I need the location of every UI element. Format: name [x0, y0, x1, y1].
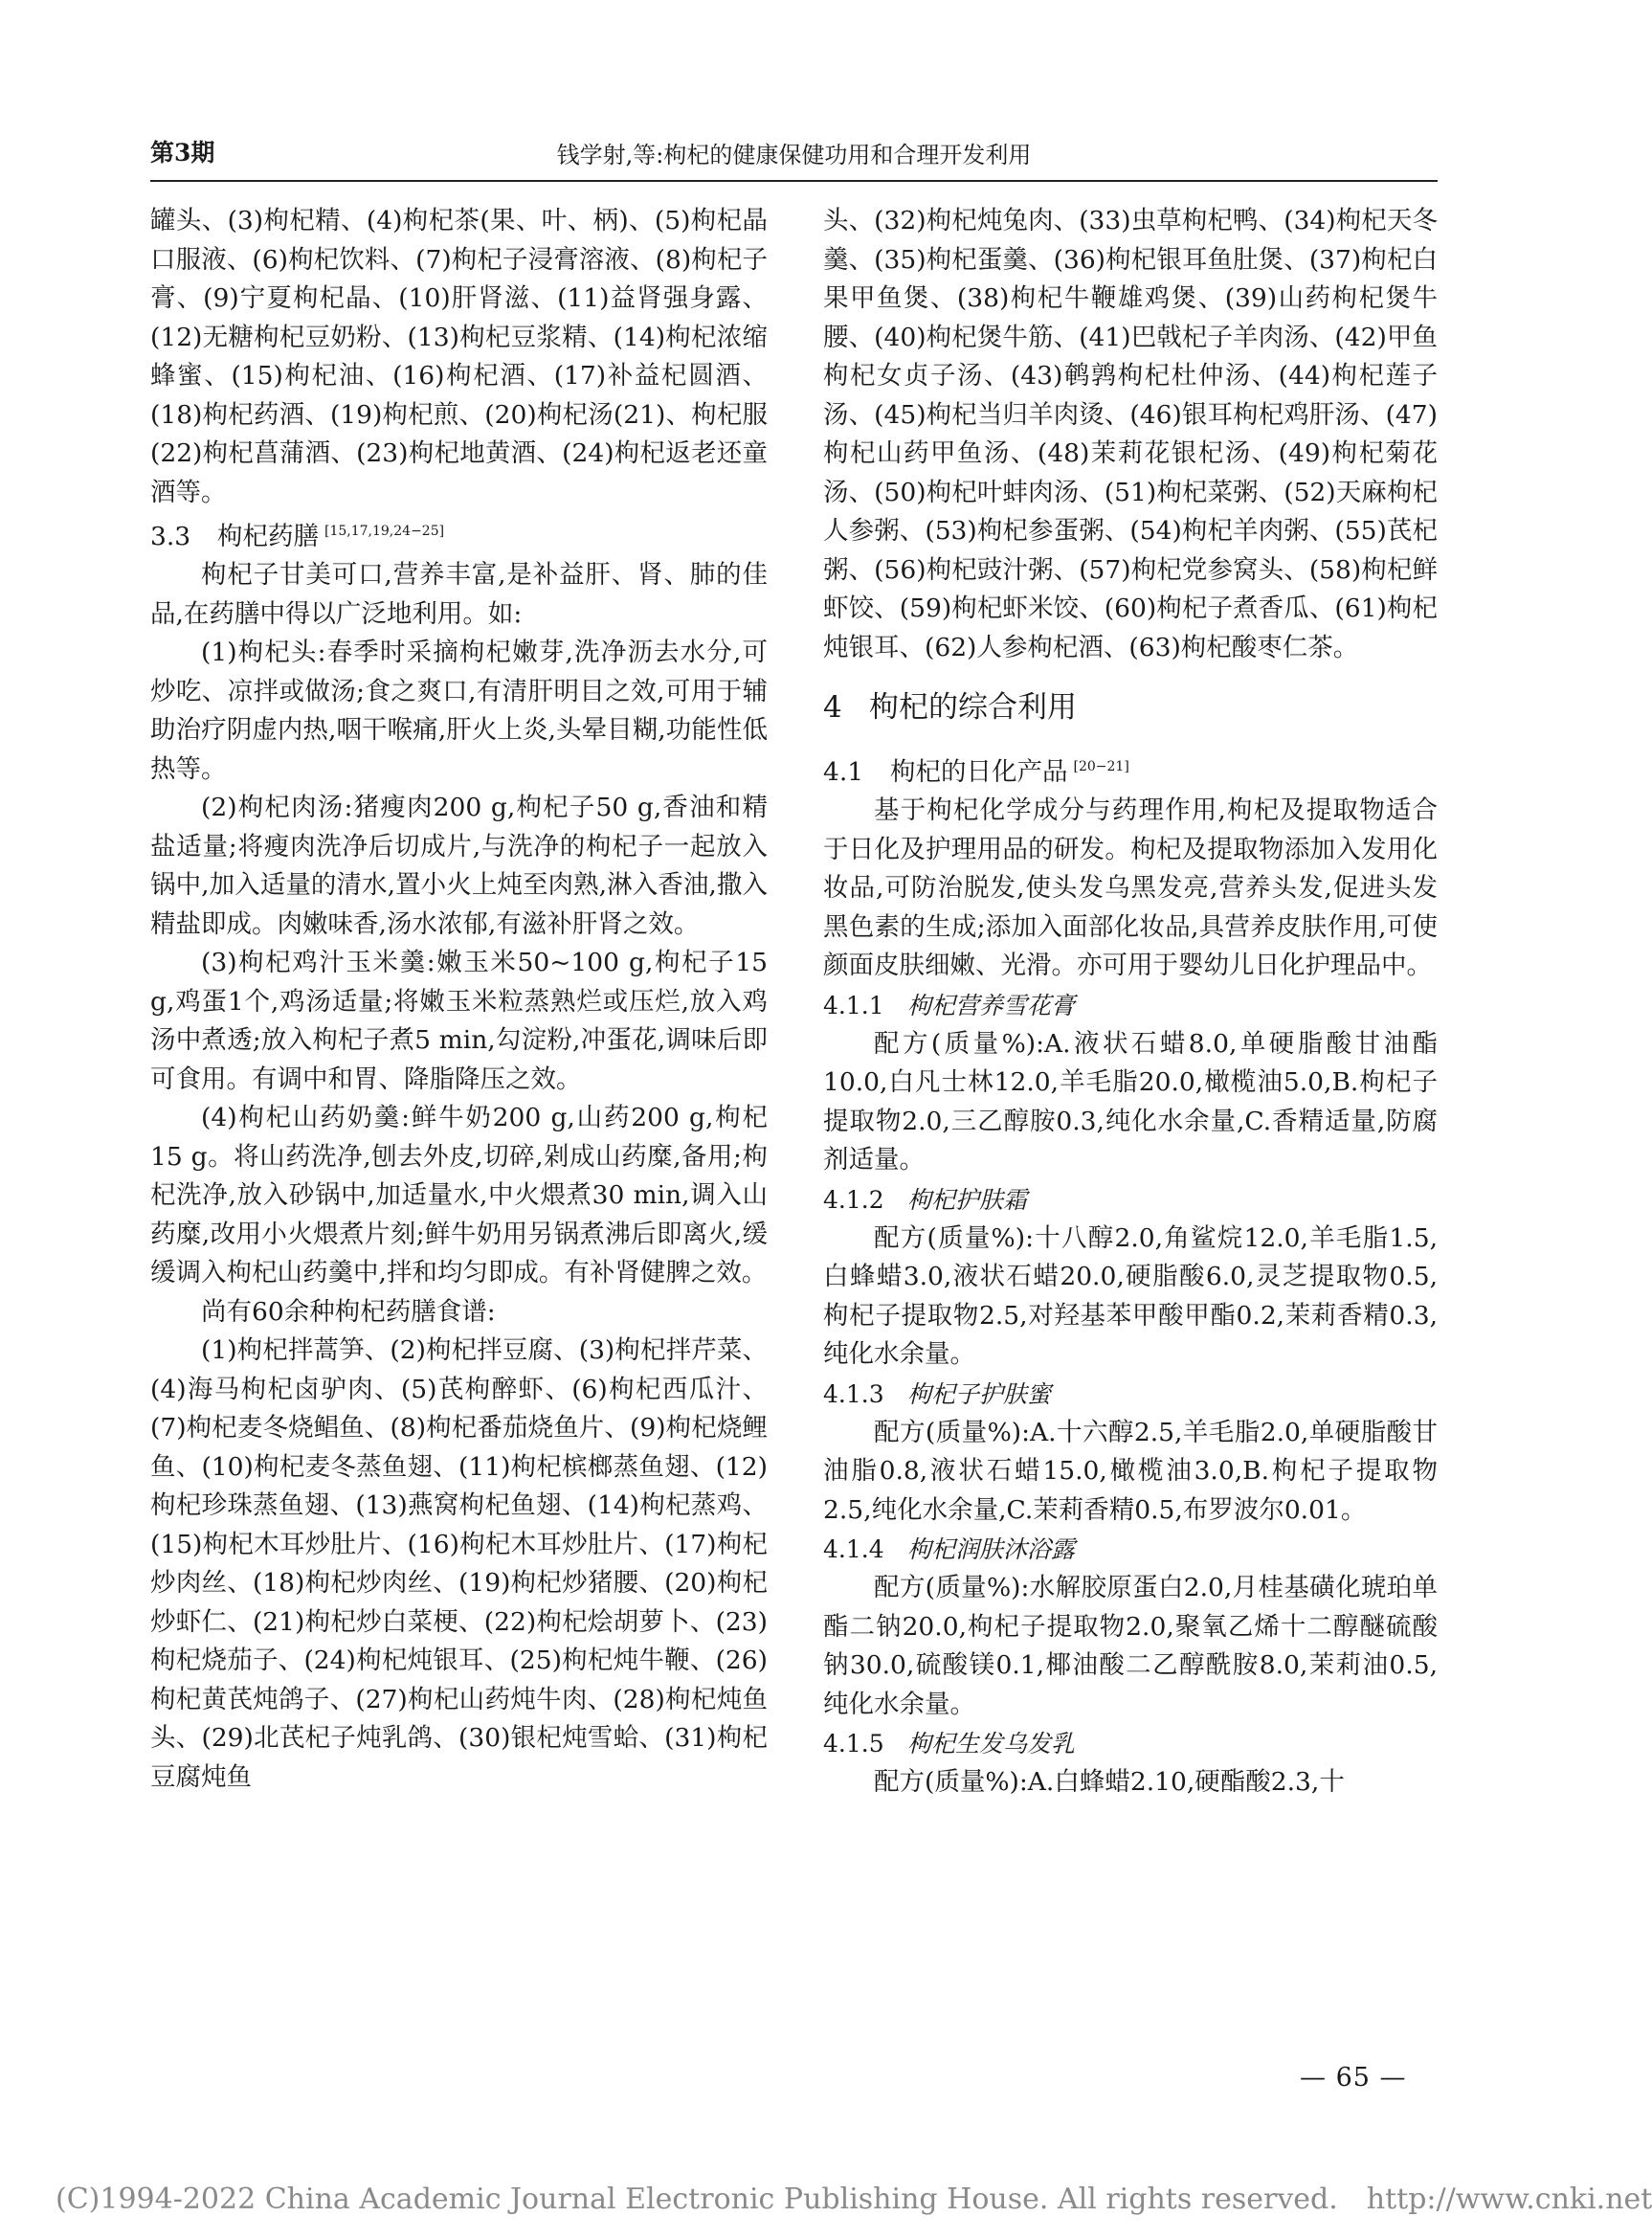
footer-url[interactable]: http://www.cnki.net [1366, 2183, 1652, 2216]
header-rule [150, 180, 1438, 182]
subsection-4-1-5-heading [823, 1724, 1438, 1763]
copyright-text: (C)1994-2022 China Academic Journal Electronic Publishing House. All rights reserved. [56, 2183, 1338, 2216]
subsection-number: 4.1.3 [823, 1379, 884, 1408]
paragraph-formula-4: 配方(质量%):水解胶原蛋白2.0,月桂基磺化琥珀单酯二钠20.0,枸杞子提取物2.0,聚氧乙烯十二醇醚硫酸钠30.0,硫酸镁0.1,椰油酸二乙醇酰胺8.0,茉莉油0.5,纯化水余量。 [823, 1573, 1438, 1719]
subsection-4-1-3-heading [823, 1375, 1438, 1414]
subsection-title: 枸杞润肤沐浴露 [907, 1535, 1076, 1564]
paragraph-products-continued: 罐头、(3)枸杞精、(4)枸杞茶(果、叶、柄)、(5)枸杞晶口服液、(6)枸杞饮料、(7)枸杞子浸膏溶液、(8)枸杞子膏、(9)宁夏枸杞晶、(10)肝肾滋、(11)益肾强身露、(12)无糖枸杞豆奶粉、(13)枸杞豆浆精、(14)枸杞浓缩蜂蜜、(15)枸杞油、(16)枸杞酒、(17)补益杞圆酒、(18)枸杞药酒、(19)枸杞煎、(20)枸杞汤(21)、枸杞服(22)枸杞菖蒲酒、(23)枸杞地黄酒、(24)枸杞返老还童酒等。 [150, 206, 768, 507]
subsection-4-1-2-heading [823, 1180, 1438, 1220]
subsection-4-1-1-heading [823, 986, 1438, 1025]
paragraph-recipe-4: (4)枸杞山药奶羹:鲜牛奶200 g,山药200 g,枸杞15 g。将山药洗净,刨去外皮,切碎,剁成山药糜,备用;枸杞洗净,放入砂锅中,加适量水,中火煨煮30 min,调入山药糜,改用小火煨煮片刻;鲜牛奶用另锅煮沸后即离火,缓缓调入枸杞山药羹中,拌和均匀即成。有补肾健脾之效。 [150, 1103, 768, 1288]
left-column [150, 202, 768, 1797]
citation: [20−21] [1073, 759, 1129, 774]
section-title: 枸杞药膳 [217, 521, 319, 551]
paragraph-recipe-2: (2)枸杞肉汤:猪瘦肉200 g,枸杞子50 g,香油和精盐适量;将瘦肉洗净后切成片,与洗净的枸杞子一起放入锅中,加入适量的清水,置小火上炖至肉熟,淋入香油,撒入精盐即成。肉嫩味香,汤水浓郁,有滋补肝肾之效。 [150, 793, 768, 939]
issue-label: 第3期 [150, 139, 215, 167]
paragraph-recipe-list-continued: 头、(32)枸杞炖兔肉、(33)虫草枸杞鸭、(34)枸杞天冬羹、(35)枸杞蛋羹、(36)枸杞银耳鱼肚煲、(37)枸杞白果甲鱼煲、(38)枸杞牛鞭雄鸡煲、(39)山药枸杞煲牛腰、(40)枸杞煲牛筋、(41)巴戟杞子羊肉汤、(42)甲鱼枸杞女贞子汤、(43)鹌鹑枸杞杜仲汤、(44)枸杞莲子汤、(45)枸杞当归羊肉烫、(46)银耳枸杞鸡肝汤、(47)枸杞山药甲鱼汤、(48)茉莉花银杞汤、(49)枸杞菊花汤、(50)枸杞叶蚌肉汤、(51)枸杞菜粥、(52)天麻枸杞人参粥、(53)枸杞参蛋粥、(54)枸杞羊肉粥、(55)芪杞粥、(56)枸杞豉汁粥、(57)枸杞党参窝头、(58)枸杞鲜虾饺、(59)枸杞虾米饺、(60)枸杞子煮香瓜、(61)枸杞炖银耳、(62)人参枸杞酒、(63)枸杞酸枣仁茶。 [823, 206, 1438, 662]
section-number: 4 [823, 690, 842, 725]
citation: [15,17,19,24−25] [324, 524, 445, 539]
paragraph-cosmetics-intro: 基于枸杞化学成分与药理作用,枸杞及提取物适合于日化及护理用品的研发。枸杞及提取物添加入发用化妆品,可防治脱发,使头发乌黑发亮,营养头发,促进头发黑色素的生成;添加入面部化妆品,具营养皮肤作用,可使颜面皮肤细嫩、光滑。亦可用于婴幼儿日化护理品中。 [823, 795, 1438, 981]
paragraph-intro: 枸杞子甘美可口,营养丰富,是补益肝、肾、肺的佳品,在药膳中得以广泛地利用。如: [150, 560, 768, 629]
page-number: — 65 — [1300, 2063, 1407, 2093]
running-header [150, 134, 1438, 174]
paragraph-recipe-3: (3)枸杞鸡汁玉米羹:嫩玉米50~100 g,枸杞子15 g,鸡蛋1个,鸡汤适量;将嫩玉米粒蒸熟烂或压烂,放入鸡汤中煮透;放入枸杞子煮5 min,勾淀粉,冲蛋花,调味后即可食用。有调中和胃、降脂降压之效。 [150, 948, 768, 1094]
subsection-4-1-4-heading [823, 1530, 1438, 1569]
copyright-footer [56, 2183, 1652, 2216]
subsection-title: 枸杞子护肤蜜 [907, 1379, 1052, 1408]
subsection-title: 枸杞生发乌发乳 [907, 1730, 1076, 1758]
paragraph-recipe-list: (1)枸杞拌蒿笋、(2)枸杞拌豆腐、(3)枸杞拌芹菜、(4)海马枸杞卤驴肉、(5)芪枸醉虾、(6)枸杞西瓜汁、(7)枸杞麦冬烧鲳鱼、(8)枸杞番茄烧鱼片、(9)枸杞烧鲤鱼、(10)枸杞麦冬蒸鱼翅、(11)枸杞槟榔蒸鱼翅、(12)枸杞珍珠蒸鱼翅、(13)燕窝枸杞鱼翅、(14)枸杞蒸鸡、(15)枸杞木耳炒肚片、(16)枸杞木耳炒肚片、(17)枸杞炒肉丝、(18)枸杞炒肉丝、(19)枸杞炒猪腰、(20)枸杞炒虾仁、(21)枸杞炒白菜梗、(22)枸杞烩胡萝卜、(23)枸杞烧茄子、(24)枸杞炖银耳、(25)枸杞炖牛鞭、(26)枸杞黄芪炖鸽子、(27)枸杞山药炖牛肉、(28)枸杞炖鱼头、(29)北芪杞子炖乳鸽、(30)银杞炖雪蛤、(31)枸杞豆腐炖鱼 [150, 1335, 768, 1792]
paragraph-more-recipes: 尚有60余种枸杞药膳食谱: [201, 1296, 496, 1327]
paragraph-recipe-1: (1)枸杞头:春季时采摘枸杞嫩芽,洗净沥去水分,可炒吃、凉拌或做汤;食之爽口,有清肝明目之效,可用于辅助治疗阴虚内热,咽干喉痛,肝火上炎,头晕目糊,功能性低热等。 [150, 638, 768, 784]
subsection-number: 4.1.4 [823, 1535, 884, 1564]
subsection-number: 4.1.2 [823, 1185, 884, 1214]
running-title: 钱学射,等:枸杞的健康保健功用和合理开发利用 [556, 142, 1032, 168]
subsection-number: 4.1.1 [823, 991, 884, 1019]
section-title: 枸杞的综合利用 [869, 690, 1077, 725]
subsection-number: 4.1.5 [823, 1730, 884, 1758]
section-4-heading [823, 686, 1438, 728]
subsection-title: 枸杞营养雪花膏 [907, 991, 1076, 1019]
section-4-1-heading [823, 748, 1438, 792]
paragraph-formula-3: 配方(质量%):A.十六醇2.5,羊毛脂2.0,单硬脂酸甘油脂0.8,液状石蜡15.0,橄榄油3.0,B.枸杞子提取物2.5,纯化水余量,C.茉莉香精0.5,布罗波尔0.01。 [823, 1417, 1438, 1525]
section-3-3-heading [150, 512, 768, 556]
paragraph-formula-1: 配方(质量%):A.液状石蜡8.0,单硬脂酸甘油酯10.0,白凡士林12.0,羊毛脂20.0,橄榄油5.0,B.枸杞子提取物2.0,三乙醇胺0.3,纯化水余量,C.香精适量,防腐剂适量。 [823, 1028, 1438, 1175]
paragraph-formula-5: 配方(质量%):A.白蜂蜡2.10,硬酯酸2.3,十 [874, 1767, 1345, 1798]
section-title: 枸杞的日化产品 [890, 756, 1068, 787]
right-column [823, 202, 1438, 1802]
section-number: 4.1 [823, 756, 864, 787]
paragraph-formula-2: 配方(质量%):十八醇2.0,角鲨烷12.0,羊毛脂1.5,白蜂蜡3.0,液状石蜡20.0,硬脂酸6.0,灵芝提取物0.5,枸杞子提取物2.5,对羟基苯甲酸甲酯0.2,茉莉香精0.3,纯化水余量。 [823, 1222, 1438, 1370]
section-number: 3.3 [150, 521, 191, 551]
subsection-title: 枸杞护肤霜 [907, 1185, 1028, 1214]
